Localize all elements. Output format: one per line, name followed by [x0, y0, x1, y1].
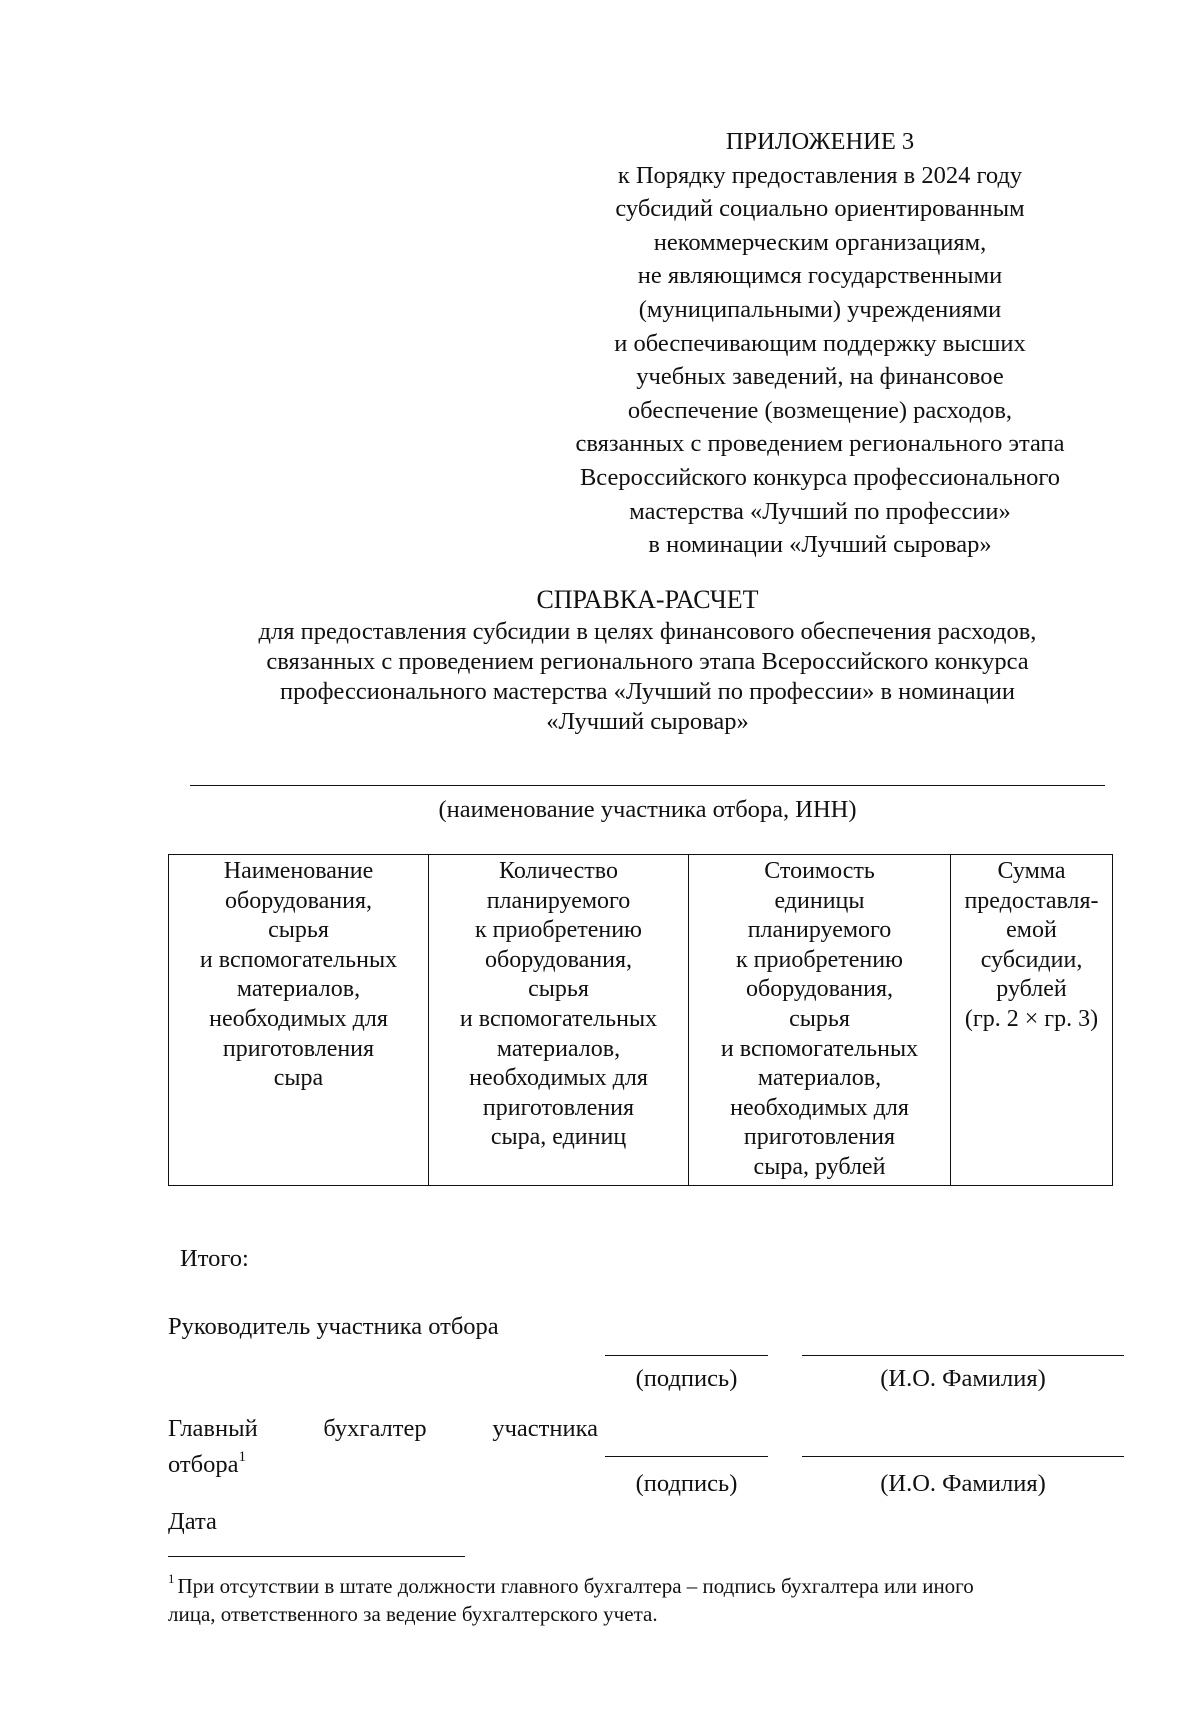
subtitle-line: связанных с проведением регионального этапа Всероссийского конкурса [266, 648, 1029, 675]
document-title: СПРАВКА-РАСЧЕТ [536, 585, 759, 614]
footnote-line: При отсутствии в штате должности главного бухгалтера – подпись бухгалтера или иного [177, 1574, 974, 1598]
participant-name-line [190, 785, 1105, 786]
footnote-line: лица, ответственного за ведение бухгалтерского учета. [168, 1602, 658, 1626]
document-subtitle [160, 617, 1135, 737]
accountant-name-caption: (И.О. Фамилия) [880, 1470, 1046, 1497]
appendix-line: не являющимся государственными [637, 262, 1003, 290]
column-header-quantity: Количество планируемого к приобретению оборудования, сырья и вспомогательных материалов, необходимых для приготовления сыра, единиц [429, 855, 689, 1186]
column-header-equipment: Наименование оборудования, сырья и вспомогательных материалов, необходимых для приготовления сыра [169, 855, 429, 1186]
subtitle-line: профессионального мастерства «Лучший по профессии» в номинации [280, 678, 1015, 705]
accountant-word: Главный [168, 1415, 258, 1442]
head-signature-caption: (подпись) [635, 1365, 738, 1392]
accountant-word: бухгалтер [323, 1415, 427, 1442]
head-signature-line [605, 1355, 768, 1356]
accountant-label [168, 1414, 598, 1480]
accountant-name-line [802, 1456, 1124, 1457]
footnote [168, 1567, 1133, 1628]
column-header-subsidy-sum: Сумма предоставля- емой субсидии, рублей (гр. 2 × гр. 3) [951, 855, 1113, 1186]
footnote-separator [168, 1556, 465, 1557]
appendix-line: субсидий социально ориентированным [615, 195, 1025, 223]
subtitle-line: «Лучший сыровар» [546, 708, 749, 735]
accountant-signature-caption: (подпись) [635, 1470, 738, 1497]
appendix-line: некоммерческим организациям, [653, 228, 987, 256]
accountant-signature-line [605, 1456, 768, 1457]
appendix-line: и обеспечивающим поддержку высших [614, 329, 1026, 357]
head-label: Руководитель участника отбора [168, 1313, 499, 1340]
accountant-word: участника [492, 1415, 598, 1442]
appendix-line: обеспечение (возмещение) расходов, [627, 396, 1013, 424]
appendix-line: мастерства «Лучший по профессии» [629, 497, 1011, 525]
appendix-line: учебных заведений, на финансовое [636, 363, 1004, 391]
participant-caption: (наименование участника отбора, ИНН) [438, 796, 857, 823]
appendix-line: в номинации «Лучший сыровар» [648, 531, 992, 559]
subtitle-line: для предоставления субсидии в целях финансового обеспечения расходов, [258, 618, 1037, 645]
footnote-marker: 1 [168, 1571, 175, 1586]
appendix-header [515, 125, 1125, 562]
appendix-line: Всероссийского конкурса профессионального [579, 463, 1061, 491]
appendix-line: ПРИЛОЖЕНИЕ 3 [725, 128, 915, 155]
footnote-reference: 1 [238, 1449, 246, 1465]
appendix-line: к Порядку предоставления в 2024 году [617, 161, 1023, 189]
appendix-line: связанных с проведением регионального этапа [575, 430, 1065, 458]
calculation-table [168, 854, 1113, 1186]
head-name-line [802, 1355, 1124, 1356]
total-label: Итого: [180, 1245, 249, 1272]
column-header-unit-cost: Стоимость единицы планируемого к приобретению оборудования, сырья и вспомогательных материалов, необходимых для приготовления сыра, рублей [689, 855, 951, 1186]
table-header-row [169, 855, 1113, 1186]
appendix-line: (муниципальными) учреждениями [638, 295, 1002, 323]
head-name-caption: (И.О. Фамилия) [880, 1365, 1046, 1392]
date-label: Дата [168, 1508, 217, 1535]
accountant-word: отбора [168, 1451, 239, 1479]
